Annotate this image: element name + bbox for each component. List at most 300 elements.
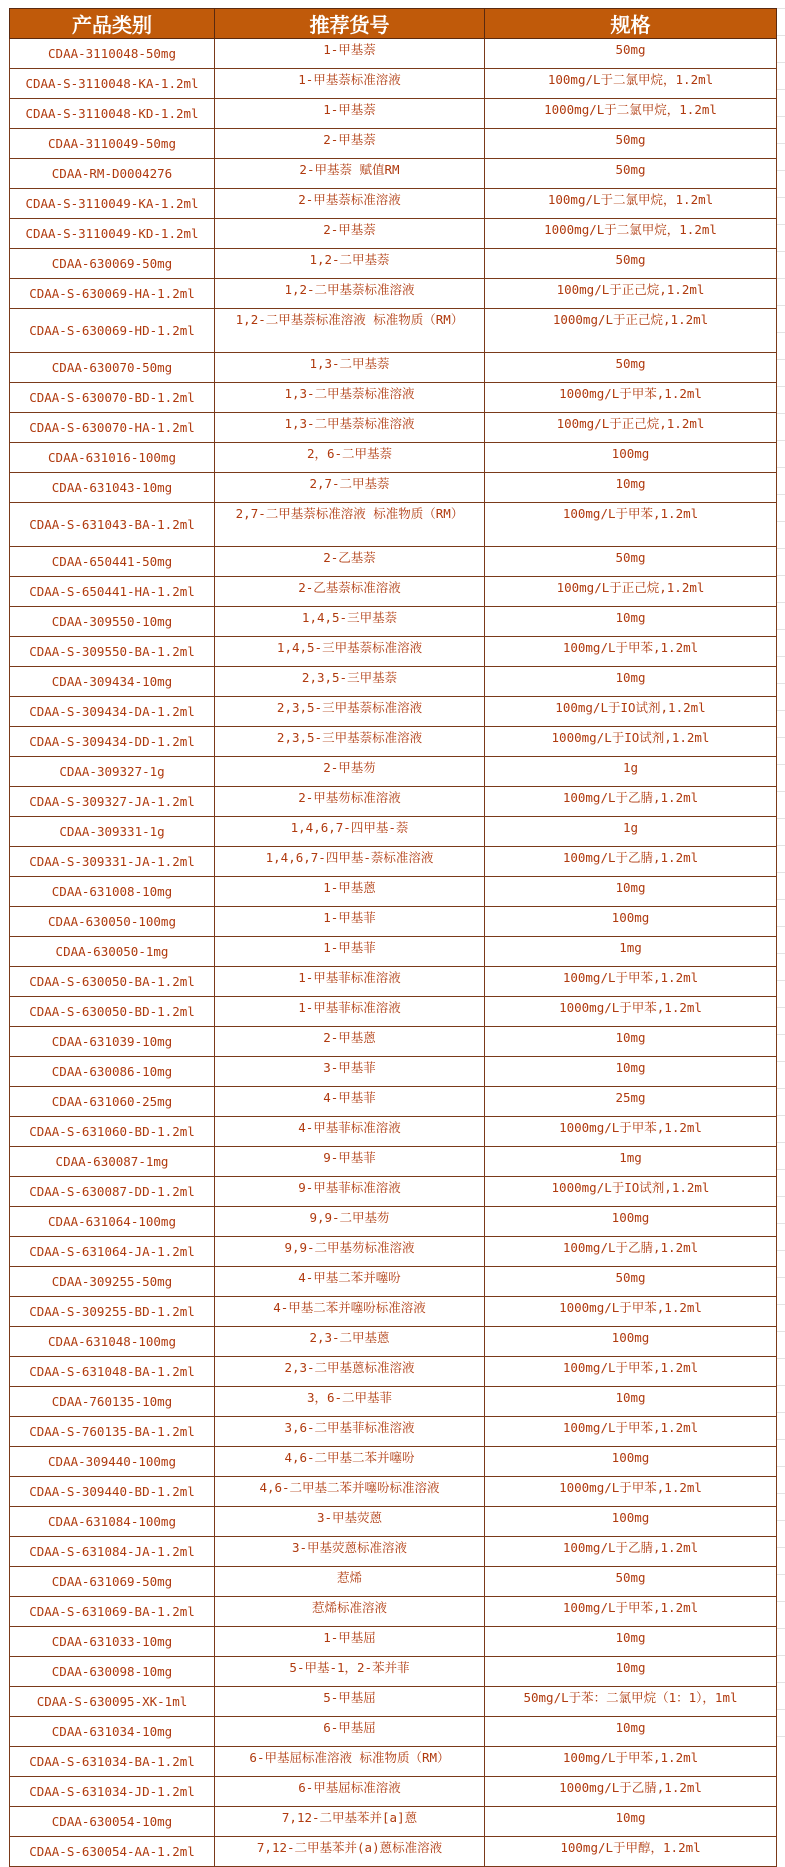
gridline xyxy=(776,1196,785,1197)
table-row xyxy=(10,1237,777,1267)
table-row xyxy=(10,1297,777,1327)
cell-spec[interactable]: 100mg/L于甲苯,1.2ml xyxy=(485,1417,777,1447)
cell-product-code[interactable]: CDAA-630098-10mg xyxy=(10,1657,215,1687)
gridline xyxy=(776,818,785,819)
gridline xyxy=(776,1115,785,1116)
gridline xyxy=(776,197,785,198)
header-item-number[interactable]: 推荐货号 xyxy=(215,9,485,39)
cell-product-name[interactable]: 1-甲基菲 xyxy=(215,907,485,937)
cell-product-name[interactable]: 2-乙基萘标准溶液 xyxy=(215,577,485,607)
cell-product-name[interactable]: 9,9-二甲基芴 xyxy=(215,1207,485,1237)
cell-product-code[interactable]: CDAA-631034-10mg xyxy=(10,1717,215,1747)
gridline xyxy=(776,1358,785,1359)
cell-product-code[interactable]: CDAA-S-309331-JA-1.2ml xyxy=(10,847,215,877)
cell-product-code[interactable]: CDAA-760135-10mg xyxy=(10,1387,215,1417)
gridline xyxy=(776,764,785,765)
cell-product-name[interactable]: 1,4,6,7-四甲基-萘标准溶液 xyxy=(215,847,485,877)
gridline xyxy=(776,845,785,846)
gridline xyxy=(776,1439,785,1440)
cell-product-name[interactable]: 6-甲基屈标准溶液 标准物质（RM） xyxy=(215,1747,485,1777)
table-row xyxy=(10,1117,777,1147)
cell-spec[interactable]: 50mg xyxy=(485,39,777,69)
cell-product-code[interactable]: CDAA-630086-10mg xyxy=(10,1057,215,1087)
cell-product-code[interactable]: CDAA-309327-1g xyxy=(10,757,215,787)
header-row xyxy=(10,9,777,39)
cell-product-code[interactable]: CDAA-S-630050-BD-1.2ml xyxy=(10,997,215,1027)
gridline xyxy=(776,1034,785,1035)
gridline xyxy=(776,710,785,711)
cell-product-name[interactable]: 4,6-二甲基二苯并噻吩 xyxy=(215,1447,485,1477)
cell-spec[interactable]: 100mg xyxy=(485,1327,777,1357)
cell-product-code[interactable]: CDAA-309255-50mg xyxy=(10,1267,215,1297)
table-body xyxy=(10,39,777,1867)
table-row xyxy=(10,1807,777,1837)
gridline xyxy=(776,170,785,171)
gridline xyxy=(776,1007,785,1008)
gridline xyxy=(776,1709,785,1710)
cell-product-code[interactable]: CDAA-631039-10mg xyxy=(10,1027,215,1057)
table-row xyxy=(10,413,777,443)
gridline xyxy=(776,413,785,414)
gridline xyxy=(776,251,785,252)
gridline xyxy=(776,1223,785,1224)
table-row xyxy=(10,577,777,607)
table-row xyxy=(10,1147,777,1177)
cell-spec[interactable]: 100mg xyxy=(485,1507,777,1537)
table-row xyxy=(10,1417,777,1447)
cell-spec[interactable]: 100mg/L于正己烷,1.2ml xyxy=(485,413,777,443)
cell-product-code[interactable]: CDAA-S-631048-BA-1.2ml xyxy=(10,1357,215,1387)
cell-spec[interactable]: 100mg/L于二氯甲烷，1.2ml xyxy=(485,189,777,219)
cell-product-name[interactable]: 3-甲基菲 xyxy=(215,1057,485,1087)
table-row xyxy=(10,1387,777,1417)
table-row xyxy=(10,1477,777,1507)
gridline xyxy=(776,1547,785,1548)
gridline xyxy=(776,1169,785,1170)
table-row xyxy=(10,877,777,907)
gridline xyxy=(776,332,785,333)
table-row xyxy=(10,697,777,727)
cell-product-code[interactable]: CDAA-S-309434-DA-1.2ml xyxy=(10,697,215,727)
cell-product-name[interactable]: 2,7-二甲基萘标准溶液 标准物质（RM） xyxy=(215,503,485,547)
cell-product-code[interactable]: CDAA-3110049-50mg xyxy=(10,129,215,159)
table-row xyxy=(10,129,777,159)
cell-product-name[interactable]: 2-乙基萘 xyxy=(215,547,485,577)
cell-product-name[interactable]: 1,2-二甲基萘 xyxy=(215,249,485,279)
table-row xyxy=(10,787,777,817)
cell-product-code[interactable]: CDAA-S-309327-JA-1.2ml xyxy=(10,787,215,817)
cell-spec[interactable]: 50mg xyxy=(485,1267,777,1297)
table-row xyxy=(10,547,777,577)
cell-product-name[interactable]: 1-甲基萘 xyxy=(215,99,485,129)
cell-spec[interactable]: 10mg xyxy=(485,877,777,907)
cell-product-name[interactable]: 惹烯标准溶液 xyxy=(215,1597,485,1627)
cell-product-code[interactable]: CDAA-3110048-50mg xyxy=(10,39,215,69)
cell-spec[interactable]: 1000mg/L于正己烷,1.2ml xyxy=(485,309,777,353)
gridline xyxy=(776,494,785,495)
table-row xyxy=(10,309,777,353)
cell-spec[interactable]: 100mg/L于甲苯,1.2ml xyxy=(485,1357,777,1387)
table-row xyxy=(10,1357,777,1387)
table-row xyxy=(10,1177,777,1207)
cell-product-name[interactable]: 2-甲基萘标准溶液 xyxy=(215,189,485,219)
cell-spec[interactable]: 10mg xyxy=(485,473,777,503)
cell-product-name[interactable]: 1-甲基屈 xyxy=(215,1627,485,1657)
cell-product-code[interactable]: CDAA-309331-1g xyxy=(10,817,215,847)
cell-spec[interactable]: 100mg/L于乙腈,1.2ml xyxy=(485,787,777,817)
cell-product-code[interactable]: CDAA-630087-1mg xyxy=(10,1147,215,1177)
cell-product-name[interactable]: 1-甲基菲 xyxy=(215,937,485,967)
cell-product-name[interactable]: 惹烯 xyxy=(215,1567,485,1597)
cell-product-code[interactable]: CDAA-631064-100mg xyxy=(10,1207,215,1237)
cell-product-code[interactable]: CDAA-650441-50mg xyxy=(10,547,215,577)
cell-product-code[interactable]: CDAA-S-309440-BD-1.2ml xyxy=(10,1477,215,1507)
table-row xyxy=(10,757,777,787)
cell-product-name[interactable]: 1,2-二甲基萘标准溶液 xyxy=(215,279,485,309)
cell-spec[interactable]: 100mg/L于二氯甲烷，1.2ml xyxy=(485,69,777,99)
cell-product-code[interactable]: CDAA-630050-100mg xyxy=(10,907,215,937)
table-row xyxy=(10,637,777,667)
table-row xyxy=(10,1687,777,1717)
gridline xyxy=(776,575,785,576)
cell-product-code[interactable]: CDAA-631084-100mg xyxy=(10,1507,215,1537)
cell-product-code[interactable]: CDAA-309434-10mg xyxy=(10,667,215,697)
cell-product-code[interactable]: CDAA-S-650441-HA-1.2ml xyxy=(10,577,215,607)
cell-spec[interactable]: 100mg/L于甲苯,1.2ml xyxy=(485,503,777,547)
cell-product-code[interactable]: CDAA-S-3110048-KA-1.2ml xyxy=(10,69,215,99)
cell-product-code[interactable]: CDAA-631043-10mg xyxy=(10,473,215,503)
cell-product-name[interactable]: 9-甲基菲标准溶液 xyxy=(215,1177,485,1207)
gridline xyxy=(776,872,785,873)
gridline xyxy=(776,143,785,144)
table-row xyxy=(10,1717,777,1747)
table-row xyxy=(10,1597,777,1627)
table-row xyxy=(10,1537,777,1567)
cell-product-code[interactable]: CDAA-S-631043-BA-1.2ml xyxy=(10,503,215,547)
cell-product-name[interactable]: 2-甲基萘 赋值RM xyxy=(215,159,485,189)
cell-product-code[interactable]: CDAA-RM-D0004276 xyxy=(10,159,215,189)
table-row xyxy=(10,607,777,637)
cell-product-code[interactable]: CDAA-S-630095-XK-1ml xyxy=(10,1687,215,1717)
cell-product-name[interactable]: 2-甲基萘 xyxy=(215,219,485,249)
cell-product-code[interactable]: CDAA-S-631034-JD-1.2ml xyxy=(10,1777,215,1807)
cell-product-code[interactable]: CDAA-S-309434-DD-1.2ml xyxy=(10,727,215,757)
cell-product-name[interactable]: 2-甲基芴 xyxy=(215,757,485,787)
gridline xyxy=(776,1250,785,1251)
cell-product-code[interactable]: CDAA-S-630050-BA-1.2ml xyxy=(10,967,215,997)
table-row xyxy=(10,727,777,757)
cell-product-name[interactable]: 3-甲基荧蒽 xyxy=(215,1507,485,1537)
cell-product-name[interactable]: 1,3-二甲基萘 xyxy=(215,353,485,383)
cell-product-code[interactable]: CDAA-S-630070-BD-1.2ml xyxy=(10,383,215,413)
gridline xyxy=(776,1088,785,1089)
cell-spec[interactable]: 10mg xyxy=(485,607,777,637)
cell-spec[interactable]: 100mg/L于正己烷,1.2ml xyxy=(485,279,777,309)
gridline xyxy=(776,467,785,468)
gridline xyxy=(776,35,785,36)
cell-product-name[interactable]: 6-甲基屈 xyxy=(215,1717,485,1747)
gridline xyxy=(776,1304,785,1305)
cell-product-code[interactable]: CDAA-S-309550-BA-1.2ml xyxy=(10,637,215,667)
table-row xyxy=(10,219,777,249)
gridline xyxy=(776,1574,785,1575)
cell-product-name[interactable]: 9-甲基菲 xyxy=(215,1147,485,1177)
cell-product-name[interactable]: 1,4,6,7-四甲基-萘 xyxy=(215,817,485,847)
gridline xyxy=(776,89,785,90)
cell-spec[interactable]: 1000mg/L于甲苯,1.2ml xyxy=(485,383,777,413)
table-row xyxy=(10,667,777,697)
cell-product-code[interactable]: CDAA-S-3110048-KD-1.2ml xyxy=(10,99,215,129)
gridline xyxy=(776,8,785,9)
cell-product-code[interactable]: CDAA-631016-100mg xyxy=(10,443,215,473)
cell-spec[interactable]: 100mg/L于乙腈,1.2ml xyxy=(485,847,777,877)
gridline xyxy=(776,980,785,981)
cell-product-name[interactable]: 6-甲基屈标准溶液 xyxy=(215,1777,485,1807)
cell-product-name[interactable]: 4,6-二甲基二苯并噻吩标准溶液 xyxy=(215,1477,485,1507)
gridline xyxy=(776,1277,785,1278)
gridline xyxy=(776,1061,785,1062)
cell-product-name[interactable]: 2,3-二甲基蒽标准溶液 xyxy=(215,1357,485,1387)
cell-product-name[interactable]: 1-甲基萘标准溶液 xyxy=(215,69,485,99)
header-spec[interactable]: 规格 xyxy=(485,9,777,39)
cell-spec[interactable]: 50mg xyxy=(485,129,777,159)
table-row xyxy=(10,383,777,413)
cell-product-name[interactable]: 2-甲基萘 xyxy=(215,129,485,159)
cell-product-code[interactable]: CDAA-631008-10mg xyxy=(10,877,215,907)
gridline xyxy=(776,1655,785,1656)
cell-product-name[interactable]: 2，6-二甲基萘 xyxy=(215,443,485,473)
cell-spec[interactable]: 1g xyxy=(485,757,777,787)
table-row xyxy=(10,817,777,847)
cell-spec[interactable]: 1000mg/L于甲苯,1.2ml xyxy=(485,1297,777,1327)
gridline xyxy=(776,359,785,360)
cell-spec[interactable]: 10mg xyxy=(485,1717,777,1747)
cell-spec[interactable]: 1000mg/L于甲苯,1.2ml xyxy=(485,1117,777,1147)
cell-product-name[interactable]: 2,3,5-三甲基萘标准溶液 xyxy=(215,697,485,727)
table-row xyxy=(10,1657,777,1687)
cell-product-code[interactable]: CDAA-S-631064-JA-1.2ml xyxy=(10,1237,215,1267)
cell-spec[interactable]: 1000mg/L于二氯甲烷，1.2ml xyxy=(485,219,777,249)
header-category[interactable]: 产品类别 xyxy=(10,9,215,39)
cell-spec[interactable]: 50mg xyxy=(485,1567,777,1597)
gridline xyxy=(776,1331,785,1332)
gridline xyxy=(776,305,785,306)
cell-product-name[interactable]: 2-甲基蒽 xyxy=(215,1027,485,1057)
table-row xyxy=(10,1057,777,1087)
table-row xyxy=(10,847,777,877)
gridline xyxy=(776,1385,785,1386)
gridline xyxy=(776,224,785,225)
cell-spec[interactable]: 100mg xyxy=(485,443,777,473)
cell-product-code[interactable]: CDAA-S-630054-AA-1.2ml xyxy=(10,1837,215,1867)
cell-spec[interactable]: 1mg xyxy=(485,937,777,967)
table-row xyxy=(10,1567,777,1597)
gridline xyxy=(776,926,785,927)
gridline xyxy=(776,1466,785,1467)
gridline xyxy=(776,1412,785,1413)
cell-product-name[interactable]: 5-甲基屈 xyxy=(215,1687,485,1717)
cell-spec[interactable]: 10mg xyxy=(485,1807,777,1837)
table-row xyxy=(10,503,777,547)
cell-spec[interactable]: 50mg xyxy=(485,353,777,383)
cell-product-code[interactable]: CDAA-S-631060-BD-1.2ml xyxy=(10,1117,215,1147)
cell-product-code[interactable]: CDAA-631033-10mg xyxy=(10,1627,215,1657)
cell-product-code[interactable]: CDAA-630054-10mg xyxy=(10,1807,215,1837)
gridline xyxy=(776,737,785,738)
cell-spec[interactable]: 10mg xyxy=(485,1027,777,1057)
cell-product-code[interactable]: CDAA-S-760135-BA-1.2ml xyxy=(10,1417,215,1447)
cell-spec[interactable]: 100mg/L于甲苯,1.2ml xyxy=(485,967,777,997)
cell-spec[interactable]: 100mg/L于乙腈,1.2ml xyxy=(485,1237,777,1267)
gridline xyxy=(776,683,785,684)
table-row xyxy=(10,69,777,99)
cell-spec[interactable]: 100mg/L于甲苯,1.2ml xyxy=(485,1747,777,1777)
table-row xyxy=(10,353,777,383)
gridline xyxy=(776,548,785,549)
cell-product-name[interactable]: 4-甲基二苯并噻吩 xyxy=(215,1267,485,1297)
gridline xyxy=(776,1520,785,1521)
table-row xyxy=(10,159,777,189)
cell-product-name[interactable]: 2,3,5-三甲基萘标准溶液 xyxy=(215,727,485,757)
cell-spec[interactable]: 100mg/L于甲苯,1.2ml xyxy=(485,1597,777,1627)
product-table xyxy=(9,8,777,1867)
table-row xyxy=(10,473,777,503)
gridline xyxy=(776,521,785,522)
table-row xyxy=(10,1627,777,1657)
cell-product-name[interactable]: 1-甲基菲标准溶液 xyxy=(215,967,485,997)
cell-spec[interactable]: 100mg xyxy=(485,907,777,937)
gridline xyxy=(776,440,785,441)
cell-product-name[interactable]: 1-甲基菲标准溶液 xyxy=(215,997,485,1027)
cell-spec[interactable]: 10mg xyxy=(485,1057,777,1087)
table-row xyxy=(10,967,777,997)
cell-product-name[interactable]: 1-甲基萘 xyxy=(215,39,485,69)
cell-spec[interactable]: 1000mg/L于甲苯,1.2ml xyxy=(485,997,777,1027)
cell-product-name[interactable]: 3，6-二甲基菲 xyxy=(215,1387,485,1417)
table-row xyxy=(10,1447,777,1477)
gridline xyxy=(776,899,785,900)
cell-product-code[interactable]: CDAA-309440-100mg xyxy=(10,1447,215,1477)
cell-spec[interactable]: 10mg xyxy=(485,667,777,697)
cell-spec[interactable]: 50mg xyxy=(485,249,777,279)
table-row xyxy=(10,443,777,473)
gridline xyxy=(776,791,785,792)
cell-product-code[interactable]: CDAA-S-631034-BA-1.2ml xyxy=(10,1747,215,1777)
cell-product-code[interactable]: CDAA-S-630087-DD-1.2ml xyxy=(10,1177,215,1207)
cell-spec[interactable]: 25mg xyxy=(485,1087,777,1117)
cell-spec[interactable]: 1g xyxy=(485,817,777,847)
gridline xyxy=(776,656,785,657)
cell-product-code[interactable]: CDAA-631069-50mg xyxy=(10,1567,215,1597)
cell-spec[interactable]: 10mg xyxy=(485,1627,777,1657)
cell-product-name[interactable]: 1,4,5-三甲基萘标准溶液 xyxy=(215,637,485,667)
cell-product-code[interactable]: CDAA-S-630069-HA-1.2ml xyxy=(10,279,215,309)
cell-product-name[interactable]: 2-甲基芴标准溶液 xyxy=(215,787,485,817)
gridline xyxy=(776,602,785,603)
cell-product-name[interactable]: 7,12-二甲基苯并[a]蒽 xyxy=(215,1807,485,1837)
gridline xyxy=(776,1601,785,1602)
cell-product-code[interactable]: CDAA-309550-10mg xyxy=(10,607,215,637)
cell-product-code[interactable]: CDAA-S-3110049-KD-1.2ml xyxy=(10,219,215,249)
cell-product-name[interactable]: 1,3-二甲基萘标准溶液 xyxy=(215,383,485,413)
table-row xyxy=(10,1267,777,1297)
cell-spec[interactable]: 50mg xyxy=(485,547,777,577)
cell-product-name[interactable]: 9,9-二甲基芴标准溶液 xyxy=(215,1237,485,1267)
cell-product-code[interactable]: CDAA-630070-50mg xyxy=(10,353,215,383)
cell-spec[interactable]: 10mg xyxy=(485,1387,777,1417)
cell-product-name[interactable]: 4-甲基菲 xyxy=(215,1087,485,1117)
cell-product-code[interactable]: CDAA-S-630069-HD-1.2ml xyxy=(10,309,215,353)
cell-spec[interactable]: 1000mg/L于乙腈,1.2ml xyxy=(485,1777,777,1807)
table-row xyxy=(10,1777,777,1807)
table-row xyxy=(10,997,777,1027)
cell-product-name[interactable]: 3,6-二甲基菲标准溶液 xyxy=(215,1417,485,1447)
cell-spec[interactable]: 100mg/L于乙腈,1.2ml xyxy=(485,1537,777,1567)
cell-spec[interactable]: 1000mg/L于IO试剂,1.2ml xyxy=(485,727,777,757)
cell-product-name[interactable]: 2,3-二甲基蒽 xyxy=(215,1327,485,1357)
cell-product-name[interactable]: 1,3-二甲基萘标准溶液 xyxy=(215,413,485,443)
cell-product-code[interactable]: CDAA-S-630070-HA-1.2ml xyxy=(10,413,215,443)
cell-product-name[interactable]: 7,12-二甲基苯并(a)蒽标准溶液 xyxy=(215,1837,485,1867)
gridline xyxy=(776,1628,785,1629)
cell-product-name[interactable]: 3-甲基荧蒽标准溶液 xyxy=(215,1537,485,1567)
cell-spec[interactable]: 100mg/L于IO试剂,1.2ml xyxy=(485,697,777,727)
table-row xyxy=(10,1327,777,1357)
cell-spec[interactable]: 50mg/L于苯：二氯甲烷（1：1），1ml xyxy=(485,1687,777,1717)
table-row xyxy=(10,937,777,967)
gridline xyxy=(776,1142,785,1143)
table-row xyxy=(10,249,777,279)
cell-product-name[interactable]: 1,4,5-三甲基萘 xyxy=(215,607,485,637)
gridline xyxy=(776,278,785,279)
table-row xyxy=(10,39,777,69)
gridline xyxy=(776,386,785,387)
cell-spec[interactable]: 100mg/L于正己烷,1.2ml xyxy=(485,577,777,607)
cell-product-code[interactable]: CDAA-S-631069-BA-1.2ml xyxy=(10,1597,215,1627)
cell-product-name[interactable]: 5-甲基-1，2-苯并菲 xyxy=(215,1657,485,1687)
cell-product-name[interactable]: 4-甲基二苯并噻吩标准溶液 xyxy=(215,1297,485,1327)
cell-spec[interactable]: 10mg xyxy=(485,1657,777,1687)
cell-product-code[interactable]: CDAA-631060-25mg xyxy=(10,1087,215,1117)
table-row xyxy=(10,1507,777,1537)
table-row xyxy=(10,1087,777,1117)
cell-product-name[interactable]: 2,7-二甲基萘 xyxy=(215,473,485,503)
cell-product-code[interactable]: CDAA-S-631084-JA-1.2ml xyxy=(10,1537,215,1567)
cell-spec[interactable]: 100mg xyxy=(485,1207,777,1237)
cell-product-code[interactable]: CDAA-S-3110049-KA-1.2ml xyxy=(10,189,215,219)
cell-spec[interactable]: 50mg xyxy=(485,159,777,189)
cell-product-code[interactable]: CDAA-630050-1mg xyxy=(10,937,215,967)
cell-spec[interactable]: 1000mg/L于二氯甲烷，1.2ml xyxy=(485,99,777,129)
gridline xyxy=(776,116,785,117)
cell-spec[interactable]: 1000mg/L于IO试剂,1.2ml xyxy=(485,1177,777,1207)
cell-spec[interactable]: 1000mg/L于甲苯,1.2ml xyxy=(485,1477,777,1507)
gridline xyxy=(776,1493,785,1494)
cell-product-name[interactable]: 1,2-二甲基萘标准溶液 标准物质（RM） xyxy=(215,309,485,353)
cell-spec[interactable]: 1mg xyxy=(485,1147,777,1177)
table-row xyxy=(10,1837,777,1867)
cell-spec[interactable]: 100mg/L于甲醇，1.2ml xyxy=(485,1837,777,1867)
cell-product-code[interactable]: CDAA-630069-50mg xyxy=(10,249,215,279)
cell-product-code[interactable]: CDAA-631048-100mg xyxy=(10,1327,215,1357)
cell-product-code[interactable]: CDAA-S-309255-BD-1.2ml xyxy=(10,1297,215,1327)
cell-spec[interactable]: 100mg/L于甲苯,1.2ml xyxy=(485,637,777,667)
gridline xyxy=(776,1736,785,1737)
cell-product-name[interactable]: 4-甲基菲标准溶液 xyxy=(215,1117,485,1147)
cell-spec[interactable]: 100mg xyxy=(485,1447,777,1477)
cell-product-name[interactable]: 1-甲基蒽 xyxy=(215,877,485,907)
cell-product-name[interactable]: 2,3,5-三甲基萘 xyxy=(215,667,485,697)
